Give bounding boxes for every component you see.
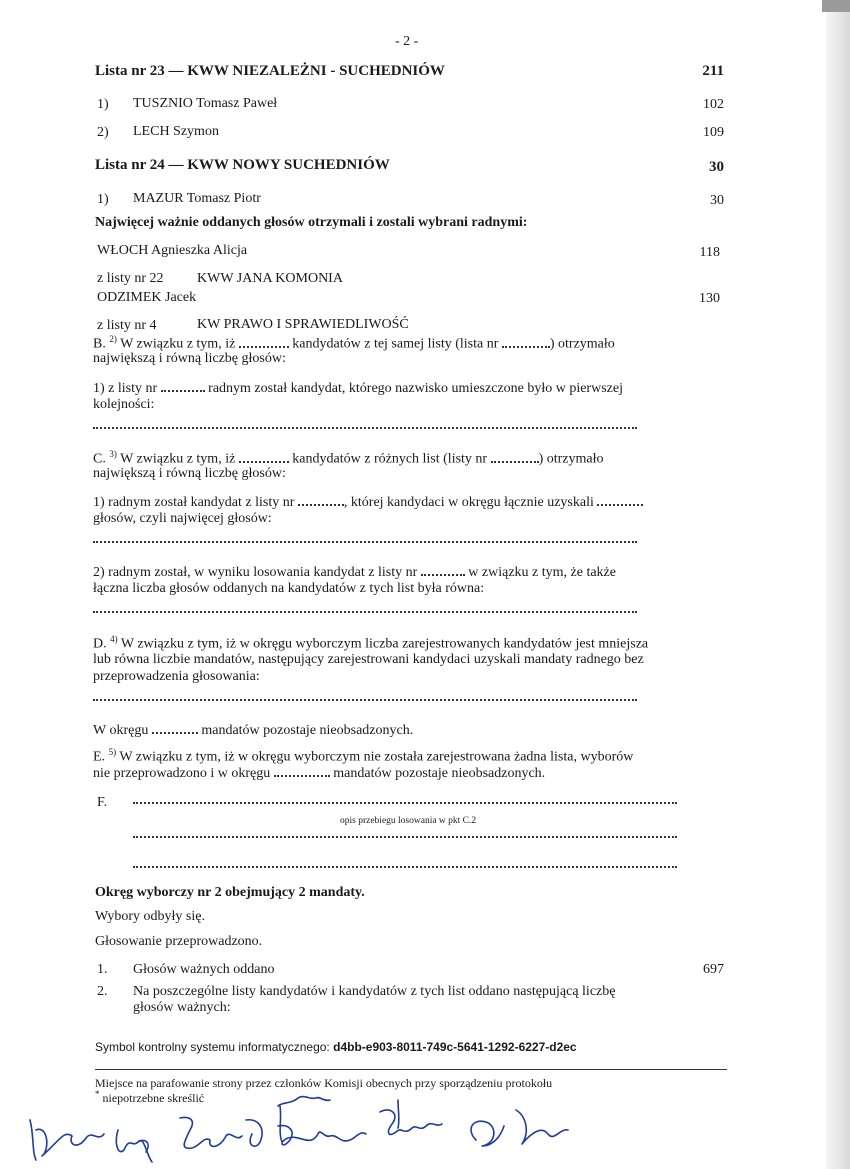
blank-field <box>274 765 330 777</box>
item-number: 1. <box>97 962 108 977</box>
section-e-line2: nie przeprowadzono i w okręgu mandatów pozostaje nieobsadzonych. <box>93 766 546 781</box>
dotted-line <box>133 866 677 868</box>
blank-field <box>152 722 198 734</box>
elected-name: ODZIMEK Jacek <box>97 290 197 305</box>
item-number: 2. <box>97 984 108 999</box>
section-c-line1: C. $^{3)}$ W związku z tym, iż kandydatów z różnych list (listy nr ) otrzymało <box>93 449 604 467</box>
section-b-p1-line2: kolejności: <box>93 397 155 412</box>
list-24-header: Lista nr 24 — KWW NOWY SUCHEDNIÓW <box>95 157 390 173</box>
dotted-line <box>93 541 637 543</box>
section-f-caption: opis przebiegu losowania w pkt C.2 <box>340 816 477 826</box>
candidate-name: LECH Szymon <box>133 124 219 139</box>
footnote: * niepotrzebne skreślić <box>95 1089 205 1105</box>
scan-corner <box>822 0 850 12</box>
footer-rule <box>95 1069 727 1070</box>
candidate-number: 2) <box>97 125 109 140</box>
elected-list-name: KWW JANA KOMONIA <box>197 271 343 286</box>
candidate-number: 1) <box>97 192 109 207</box>
control-symbol: Symbol kontrolny systemu informatycznego: d4bb-e903-8011-749c-5641-1292-6227-d2ec <box>95 1040 577 1054</box>
blank-field <box>502 336 550 348</box>
initials-note: Miejsce na parafowanie strony przez członków Komisji obecnych przy sporządzeniu protokołu <box>95 1076 553 1090</box>
section-d-line1: D. $^{4)}$ W związku z tym, iż w okręgu wyborczym liczba zarejestrowanych kandydatów jest mniejsza <box>93 634 649 652</box>
candidate-votes: 102 <box>703 97 724 112</box>
elected-list-name: KW PRAWO I SPRAWIEDLIWOŚĆ <box>197 317 409 332</box>
elected-heading: Najwięcej ważnie oddanych głosów otrzymali i zostali wybrani radnymi: <box>95 215 528 230</box>
blank-field <box>597 494 643 506</box>
blank-field <box>239 336 289 348</box>
signatures-image <box>20 1090 580 1168</box>
district-line1: Wybory odbyły się. <box>95 909 205 924</box>
section-d-line3: przeprowadzenia głosowania: <box>93 669 260 684</box>
district-line2: Głosowanie przeprowadzono. <box>95 934 263 949</box>
candidate-votes: 109 <box>703 125 724 140</box>
blank-field <box>239 451 289 463</box>
blank-field <box>161 380 205 392</box>
dotted-line <box>133 836 677 838</box>
section-c-p1: 1) radnym został kandydat z listy nr , której kandydaci w okręgu łącznie uzyskali <box>93 494 643 511</box>
section-e-line1: E. $^{5)}$ W związku z tym, iż w okręgu wyborczym nie została zarejestrowana żadna lista, wyborów <box>93 747 634 765</box>
elected-name: WŁOCH Agnieszka Alicja <box>97 243 248 258</box>
section-f-letter: F. <box>97 795 108 810</box>
item-text: Głosów ważnych oddano <box>133 962 275 977</box>
section-b-line2: największą i równą liczbę głosów: <box>93 351 286 366</box>
section-b-p1: 1) z listy nr radnym został kandydat, którego nazwisko umieszczone było w pierwszej <box>93 381 623 396</box>
item-value: 697 <box>703 962 724 977</box>
section-b-line1: B. $^{2)}$ W związku z tym, iż kandydatów z tej samej listy (lista nr ) otrzymało <box>93 334 615 352</box>
candidate-number: 1) <box>97 97 109 112</box>
item-text: Na poszczególne listy kandydatów i kandydatów z tych list oddano następującą liczbę <box>133 984 616 999</box>
page-number: - 2 - <box>395 34 419 49</box>
candidate-name: TUSZNIO Tomasz Paweł <box>133 96 278 111</box>
blank-field <box>421 564 465 576</box>
section-c-p1-line2: głosów, czyli najwięcej głosów: <box>93 511 272 526</box>
elected-votes: 118 <box>699 245 720 260</box>
blank-field <box>491 451 539 463</box>
section-c-p2: 2) radnym został, w wyniku losowania kandydat z listy nr w związku z tym, że także <box>93 565 616 580</box>
section-d-remaining: W okręgu mandatów pozostaje nieobsadzonych. <box>93 723 414 738</box>
district-heading: Okręg wyborczy nr 2 obejmujący 2 mandaty. <box>95 885 365 900</box>
candidate-name: MAZUR Tomasz Piotr <box>133 191 261 206</box>
section-c-p2-line2: łączna liczba głosów oddanych na kandydatów z tych list była równa: <box>93 581 485 596</box>
dotted-line <box>133 802 677 804</box>
list-23-total: 211 <box>702 63 724 79</box>
list-23-header: Lista nr 23 — KWW NIEZALEŻNI - SUCHEDNIÓW <box>95 63 445 79</box>
elected-votes: 130 <box>699 291 720 306</box>
list-24-total: 30 <box>709 159 724 175</box>
item-text-line2: głosów ważnych: <box>133 1000 231 1015</box>
blank-field <box>298 494 344 506</box>
section-c-line2: największą i równą liczbę głosów: <box>93 466 286 481</box>
elected-list-label: z listy nr 22 <box>97 271 164 286</box>
dotted-line <box>93 611 637 613</box>
scan-edge <box>826 0 850 1169</box>
dotted-line <box>93 699 637 701</box>
section-d-line2: lub równa liczbie mandatów, następujący zarejestrowani kandydaci uzyskali mandaty radnego bez <box>93 652 644 667</box>
elected-list-label: z listy nr 4 <box>97 318 157 333</box>
dotted-line <box>93 427 637 429</box>
candidate-votes: 30 <box>710 193 724 208</box>
